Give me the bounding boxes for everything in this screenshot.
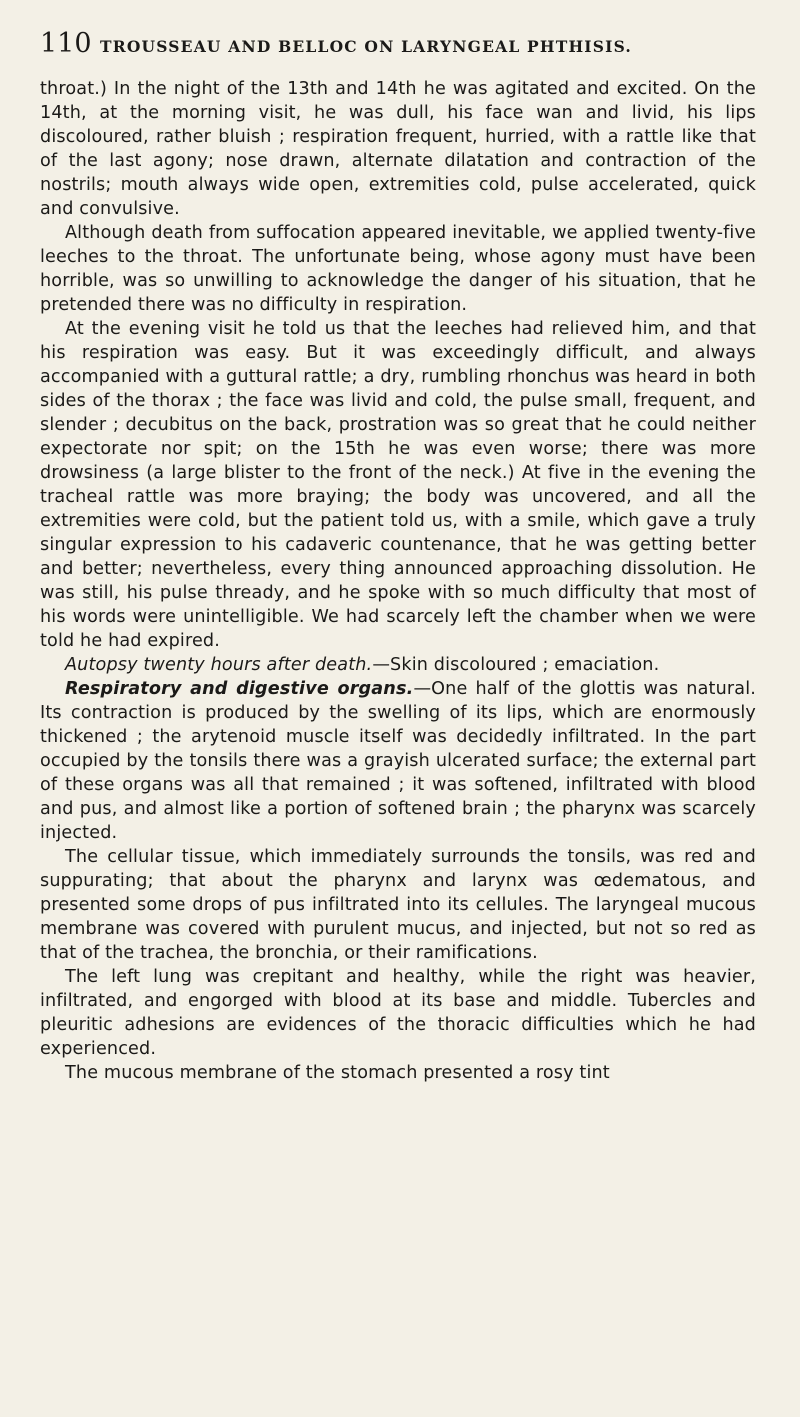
running-title: TROUSSEAU AND BELLOC ON LARYNGEAL PHTHISIS. <box>100 37 633 56</box>
autopsy-heading: Autopsy twenty hours after death. <box>65 655 373 675</box>
page-number: 110 <box>40 28 92 59</box>
body-text <box>40 77 756 1085</box>
paragraph-1: throat.) In the night of the 13th and 14th he was agitated and excited. On the 14th, at the morning visit, he was dull, his face wan and livid, his lips discoloured, rather bluish ; respiration frequent, hurried, with a rattle like that of the last agony; nose drawn, alternate dilatation and contraction of the nostrils; mouth always wide open, extremities cold, pulse accelerated, quick and convulsive. <box>40 79 756 219</box>
respiratory-text: —One half of the glottis was natural. Its contraction is produced by the swelling of its lips, which are enormously thickened ; the arytenoid muscle itself was decidedly infiltrated. In the part occupied by the tonsils there was a grayish ulcerated surface; the external part of these organs was all that remained ; it was softened, infiltrated with blood and pus, and almost like a portion of softened brain ; the pharynx was scarcely injected. <box>40 679 756 843</box>
paragraph-respiratory <box>40 677 756 845</box>
paragraph-7: The left lung was crepitant and healthy, while the right was heavier, infiltrated, and engorged with blood at its base and middle. Tubercles and pleuritic adhesions are evidences of the thoracic difficulties which he had experienced. <box>40 967 756 1059</box>
paragraph-autopsy <box>40 653 756 677</box>
page-header <box>40 28 756 59</box>
paragraph-3: At the evening visit he told us that the leeches had relieved him, and that his respiration was easy. But it was exceedingly difficult, and always accompanied with a guttural rattle; a dry, rumbling rhonchus was heard in both sides of the thorax ; the face was livid and cold, the pulse small, frequent, and slender ; decubitus on the back, prostration was so great that he could neither expectorate nor spit; on the 15th he was even worse; there was more drowsiness (a large blister to the front of the neck.) At five in the evening the tracheal rattle was more braying; the body was uncovered, and all the extremities were cold, but the patient told us, with a smile, which gave a truly singular expression to his cadaveric countenance, that he was getting better and better; nevertheless, every thing announced approaching dissolution. He was still, his pulse thready, and he spoke with so much difficulty that most of his words were unintelligible. We had scarcely left the chamber when we were told he had expired. <box>40 319 756 651</box>
paragraph-8: The mucous membrane of the stomach presented a rosy tint <box>65 1063 610 1083</box>
paragraph-2: Although death from suffocation appeared inevitable, we applied twenty-five leeches to the throat. The unfortunate being, whose agony must have been horrible, was so unwilling to acknowledge the danger of his situation, that he pretended there was no difficulty in respiration. <box>40 223 756 315</box>
respiratory-heading: Respiratory and digestive organs. <box>65 679 414 699</box>
autopsy-text: —Skin discoloured ; emaciation. <box>372 655 660 675</box>
book-page <box>40 28 756 1085</box>
paragraph-6: The cellular tissue, which immediately surrounds the tonsils, was red and suppurating; that about the pharynx and larynx was œdematous, and presented some drops of pus infiltrated into its cellules. The laryngeal mucous membrane was covered with purulent mucus, and injected, but not so red as that of the trachea, the bronchia, or their ramifications. <box>40 847 756 963</box>
